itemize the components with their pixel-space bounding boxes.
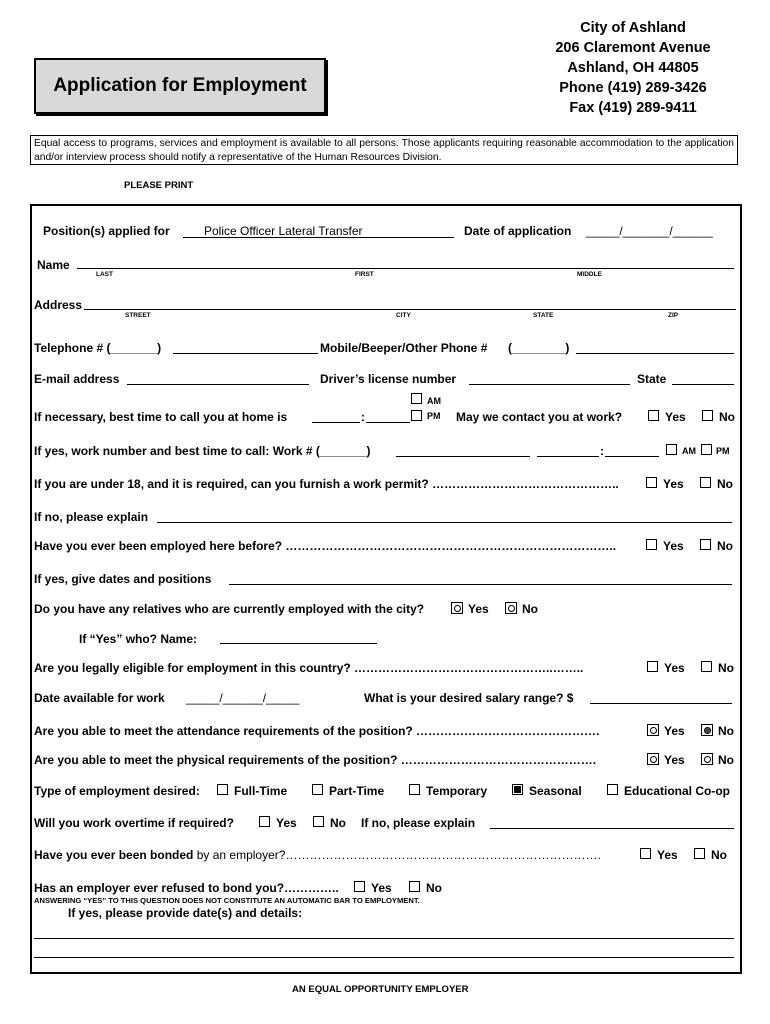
work-number-label: If yes, work number and best time to call: Work # (_______)	[34, 444, 371, 458]
contact-work-yes-checkbox[interactable]	[648, 410, 659, 421]
work-time-minute-field[interactable]	[605, 456, 659, 457]
relatives-yes-label: Yes	[468, 602, 489, 616]
name-first-caption: FIRST	[355, 271, 374, 278]
full-time-checkbox[interactable]	[217, 784, 228, 795]
address-city-caption: CITY	[396, 312, 411, 319]
street-address: 206 Claremont Avenue	[555, 40, 711, 56]
fax-number: Fax (419) 289-9411	[569, 100, 697, 116]
position-underline	[183, 237, 454, 238]
educational-coop-label: Educational Co-op	[624, 784, 730, 798]
employed-here-yes-checkbox[interactable]	[646, 539, 657, 550]
physical-no-radio[interactable]	[701, 753, 713, 765]
work-permit-yes-label: Yes	[663, 477, 684, 491]
dates-positions-label: If yes, give dates and positions	[34, 572, 212, 586]
bonded-yes-label: Yes	[657, 848, 678, 862]
telephone-field[interactable]	[173, 353, 318, 354]
contact-at-work-label: May we contact you at work?	[456, 410, 623, 424]
bonded-no-label: No	[711, 848, 727, 862]
date-of-application-field[interactable]: _____/_______/______	[586, 224, 713, 238]
employment-type-label: Type of employment desired:	[34, 784, 200, 798]
work-am-label: AM	[682, 446, 696, 456]
equal-opportunity-footer: AN EQUAL OPPORTUNITY EMPLOYER	[292, 984, 469, 995]
work-pm-label: PM	[716, 446, 730, 456]
home-pm-label: PM	[427, 411, 441, 421]
relatives-yes-radio[interactable]	[451, 602, 463, 614]
address-label: Address	[34, 298, 83, 312]
physical-no-label: No	[718, 753, 734, 767]
name-field[interactable]	[77, 268, 734, 269]
overtime-no-checkbox[interactable]	[313, 816, 324, 827]
mobile-area-code[interactable]: (________)	[508, 341, 570, 355]
eligible-yes-label: Yes	[664, 661, 685, 675]
contact-work-no-label: No	[719, 410, 735, 424]
telephone-label: Telephone # (_______)	[34, 341, 162, 355]
date-of-application-label: Date of application	[464, 224, 572, 238]
work-pm-checkbox[interactable]	[701, 444, 712, 455]
employed-here-yes-label: Yes	[663, 539, 684, 553]
relatives-no-radio[interactable]	[505, 602, 517, 614]
employed-here-question: Have you ever been employed here before? ………………………………………………………………………..	[34, 539, 617, 553]
contact-work-no-checkbox[interactable]	[702, 410, 713, 421]
please-print-label: PLEASE PRINT	[124, 180, 194, 191]
physical-question: Are you able to meet the physical requirements of the position? ………………………………………….	[34, 753, 597, 767]
overtime-explain-field[interactable]	[490, 828, 734, 829]
address-field[interactable]	[84, 309, 736, 310]
address-zip-caption: ZIP	[668, 312, 679, 319]
eligible-question: Are you legally eligible for employment in this country? …………………………………………..……..	[34, 661, 584, 675]
part-time-checkbox[interactable]	[312, 784, 323, 795]
salary-range-field[interactable]	[590, 703, 732, 704]
physical-yes-radio[interactable]	[647, 753, 659, 765]
address-state-caption: STATE	[533, 312, 554, 319]
work-am-checkbox[interactable]	[666, 444, 677, 455]
employed-here-no-checkbox[interactable]	[700, 539, 711, 550]
name-middle-caption: MIDDLE	[577, 271, 602, 278]
bonded-yes-checkbox[interactable]	[640, 848, 651, 859]
home-am-checkbox[interactable]	[411, 393, 422, 404]
physical-yes-label: Yes	[664, 753, 685, 767]
city-name: City of Ashland	[580, 20, 686, 36]
home-pm-checkbox[interactable]	[411, 410, 422, 421]
attendance-no-radio[interactable]	[701, 724, 713, 736]
mobile-phone-field[interactable]	[576, 353, 734, 354]
answering-yes-note: ANSWERING “YES” TO THIS QUESTION DOES NOT CONSTITUTE AN AUTOMATIC BAR TO EMPLOYMENT.	[34, 896, 420, 905]
temporary-label: Temporary	[426, 784, 488, 798]
relatives-question: Do you have any relatives who are currently employed with the city?	[34, 602, 425, 616]
state-field[interactable]	[672, 384, 734, 385]
eligible-no-label: No	[718, 661, 734, 675]
work-permit-no-label: No	[717, 477, 733, 491]
explain-field[interactable]	[157, 522, 732, 523]
attendance-question: Are you able to meet the attendance requirements of the position? ……………………………………….	[34, 724, 600, 738]
attendance-no-label: No	[718, 724, 734, 738]
part-time-label: Part-Time	[329, 784, 385, 798]
city-state-zip: Ashland, OH 44805	[567, 60, 699, 76]
best-time-hour-field[interactable]	[312, 422, 360, 423]
overtime-yes-checkbox[interactable]	[259, 816, 270, 827]
seasonal-checkbox[interactable]	[512, 784, 523, 795]
details-line-1[interactable]	[34, 938, 734, 939]
temporary-checkbox[interactable]	[409, 784, 420, 795]
refused-bond-yes-label: Yes	[371, 881, 392, 895]
overtime-no-label: No	[330, 816, 346, 830]
work-time-hour-field[interactable]	[537, 456, 599, 457]
email-label: E-mail address	[34, 372, 120, 386]
seasonal-label: Seasonal	[529, 784, 582, 798]
state-label: State	[637, 372, 667, 386]
work-number-field[interactable]	[396, 456, 530, 457]
eligible-yes-checkbox[interactable]	[647, 661, 658, 672]
date-available-label: Date available for work	[34, 691, 165, 705]
email-field[interactable]	[127, 384, 309, 385]
salary-range-label: What is your desired salary range? $	[364, 691, 574, 705]
bonded-question-bold: Have you ever been bonded	[34, 848, 194, 862]
relatives-name-label: If “Yes” who? Name:	[79, 632, 198, 646]
refused-bond-no-label: No	[426, 881, 442, 895]
attendance-yes-radio[interactable]	[647, 724, 659, 736]
contact-work-yes-label: Yes	[665, 410, 686, 424]
explain-label: If no, please explain	[34, 510, 149, 524]
best-time-minute-field[interactable]	[366, 422, 410, 423]
refused-bond-yes-checkbox[interactable]	[354, 881, 365, 892]
form-title: Application for Employment	[34, 58, 326, 114]
name-last-caption: LAST	[96, 271, 113, 278]
attendance-yes-label: Yes	[664, 724, 685, 738]
overtime-yes-label: Yes	[276, 816, 297, 830]
city-address-block	[520, 18, 746, 118]
position-label: Position(s) applied for	[43, 224, 170, 238]
refused-bond-question: Has an employer ever refused to bond you?…………..	[34, 881, 339, 895]
work-permit-no-checkbox[interactable]	[700, 477, 711, 488]
overtime-question: Will you work overtime if required?	[34, 816, 234, 830]
bonded-question	[34, 848, 601, 862]
name-label: Name	[37, 258, 70, 272]
drivers-license-field[interactable]	[469, 384, 630, 385]
work-permit-question: If you are under 18, and it is required, can you furnish a work permit? ………………………………………..	[34, 477, 619, 491]
bonded-no-checkbox[interactable]	[694, 848, 705, 859]
educational-coop-checkbox[interactable]	[607, 784, 618, 795]
equal-access-notice: Equal access to programs, services and employment is available to all persons. Those applicants requiring reasonable accommodation to the application and/or interview process should notify a representative of the Human Resources Division.	[30, 135, 738, 165]
employed-here-no-label: No	[717, 539, 733, 553]
eligible-no-checkbox[interactable]	[701, 661, 712, 672]
refused-bond-no-checkbox[interactable]	[409, 881, 420, 892]
relatives-no-label: No	[522, 602, 538, 616]
provide-dates-label: If yes, please provide date(s) and details:	[68, 906, 303, 920]
position-value[interactable]: Police Officer Lateral Transfer	[204, 224, 363, 238]
dates-positions-field[interactable]	[229, 584, 732, 585]
work-permit-yes-checkbox[interactable]	[646, 477, 657, 488]
full-time-label: Full-Time	[234, 784, 288, 798]
overtime-explain-label: If no, please explain	[361, 816, 476, 830]
date-available-field[interactable]: _____/______/_____	[186, 691, 300, 705]
phone-number: Phone (419) 289-3426	[559, 80, 707, 96]
best-time-colon: :	[361, 410, 365, 424]
home-am-label: AM	[427, 396, 441, 406]
work-time-colon: :	[600, 444, 604, 458]
mobile-phone-label: Mobile/Beeper/Other Phone #	[320, 341, 488, 355]
relatives-name-field[interactable]	[220, 643, 377, 644]
bonded-question-tail: by an employer?…………………………………………………………………….	[193, 848, 601, 862]
best-time-label: If necessary, best time to call you at home is	[34, 410, 288, 424]
details-line-2[interactable]	[34, 957, 734, 958]
address-street-caption: STREET	[125, 312, 151, 319]
drivers-license-label: Driver’s license number	[320, 372, 457, 386]
